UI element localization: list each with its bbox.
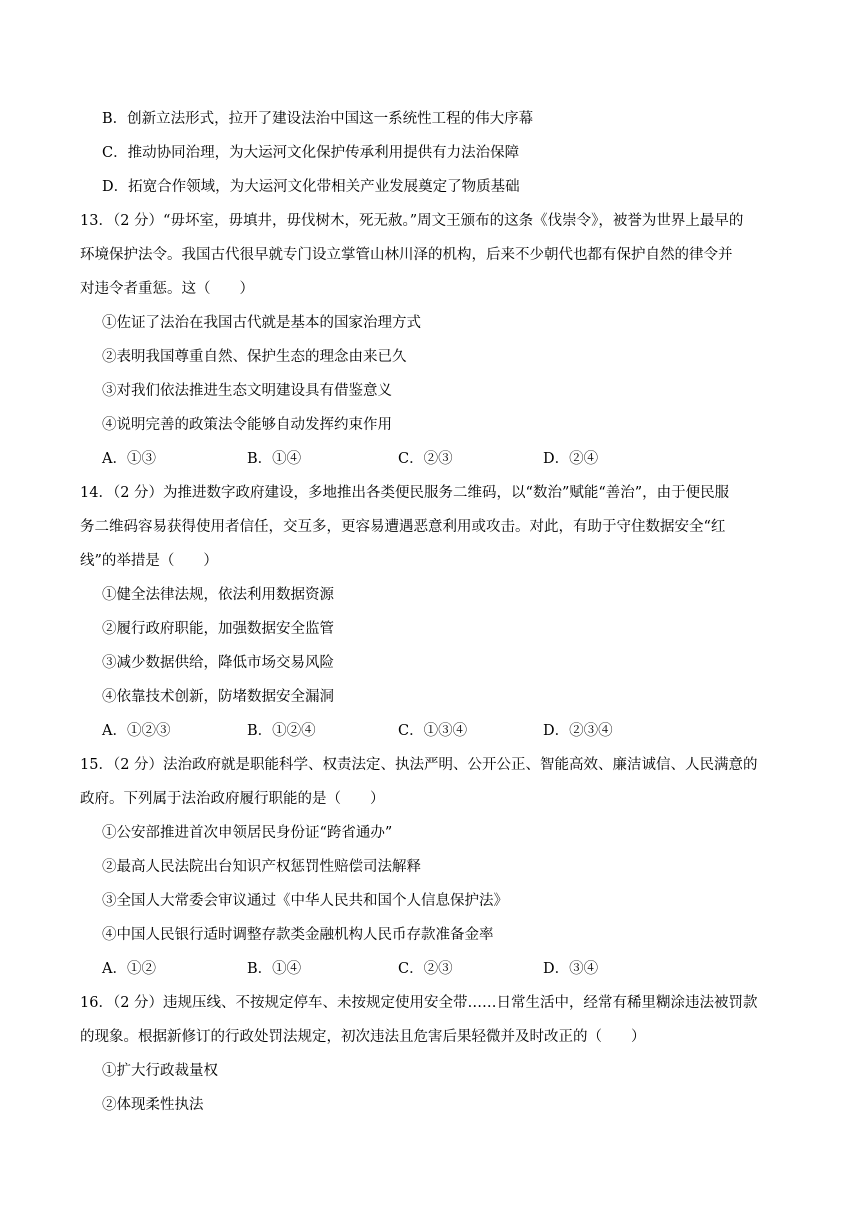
q15-statement-4: ④中国人民银行适时调整存款类金融机构人民币存款准备金率	[102, 927, 494, 943]
q14-stem-line-2: 务二维码容易获得使用者信任，交互多，更容易遭遇恶意利用或攻击。对此，有助于守住数据安全“红	[80, 519, 726, 535]
q15-stem-line-2: 政府。下列属于法治政府履行职能的是（ ）	[80, 791, 385, 807]
q15-option-a: A．①②	[102, 961, 156, 977]
q15-statement-2: ②最高人民法院出台知识产权惩罚性赔偿司法解释	[102, 859, 421, 875]
q14-option-d: D．②③④	[543, 723, 613, 739]
q13-stem-line-1: 13．（2 分）“毋坏室，毋填井，毋伐树木，死无赦。”周文王颁布的这条《伐崇令》，被誉为世界上最早的	[80, 213, 744, 229]
q13-option-a: A．①③	[102, 451, 156, 467]
q13-option-d: D．②④	[543, 451, 599, 467]
q14-option-c: C．①③④	[398, 723, 468, 739]
q15-option-b: B．①④	[247, 961, 302, 977]
q13-option-b: B．①④	[247, 451, 302, 467]
option-d-prev: D．拓宽合作领域，为大运河文化带相关产业发展奠定了物质基础	[102, 179, 520, 195]
q13-option-c: C．②③	[398, 451, 453, 467]
q13-stem-line-3: 对违令者重惩。这（ ）	[80, 281, 254, 297]
q15-statement-1: ①公安部推进首次申领居民身份证“跨省通办”	[102, 825, 393, 841]
q13-statement-2: ②表明我国尊重自然、保护生态的理念由来已久	[102, 349, 407, 365]
q16-stem-line-1: 16．（2 分）违规压线、不按规定停车、未按规定使用安全带……日常生活中，经常有稀里糊涂违法被罚款	[80, 995, 758, 1011]
q13-statement-3: ③对我们依法推进生态文明建设具有借鉴意义	[102, 383, 392, 399]
q14-stem-line-1: 14．（2 分）为推进数字政府建设，多地推出各类便民服务二维码，以“数治”赋能“善治”，由于便民服	[80, 485, 730, 501]
option-c-prev: C．推动协同治理，为大运河文化保护传承利用提供有力法治保障	[102, 145, 520, 161]
q15-statement-3: ③全国人大常委会审议通过《中华人民共和国个人信息保护法》	[102, 893, 508, 909]
q13-statement-1: ①佐证了法治在我国古代就是基本的国家治理方式	[102, 315, 421, 331]
option-b-prev: B．创新立法形式，拉开了建设法治中国这一系统性工程的伟大序幕	[102, 111, 534, 127]
q14-option-b: B．①②④	[247, 723, 316, 739]
q14-stem-line-3: 线”的举措是（ ）	[80, 553, 218, 569]
q13-stem-line-2: 环境保护法令。我国古代很早就专门设立掌管山林川泽的机构，后来不少朝代也都有保护自然的律令并	[80, 247, 733, 263]
q16-statement-2: ②体现柔性执法	[102, 1097, 204, 1113]
q16-statement-1: ①扩大行政裁量权	[102, 1063, 218, 1079]
q13-statement-4: ④说明完善的政策法令能够自动发挥约束作用	[102, 417, 392, 433]
q14-statement-3: ③减少数据供给，降低市场交易风险	[102, 655, 334, 671]
q14-statement-1: ①健全法律法规，依法利用数据资源	[102, 587, 334, 603]
q15-option-d: D．③④	[543, 961, 599, 977]
q15-stem-line-1: 15．（2 分）法治政府就是职能科学、权责法定、执法严明、公开公正、智能高效、廉洁诚信、人民满意的	[80, 757, 758, 773]
q16-stem-line-2: 的现象。根据新修订的行政处罚法规定，初次违法且危害后果轻微并及时改正的（ ）	[80, 1029, 646, 1045]
q14-option-a: A．①②③	[102, 723, 171, 739]
q14-statement-2: ②履行政府职能，加强数据安全监管	[102, 621, 334, 637]
q14-statement-4: ④依靠技术创新，防堵数据安全漏洞	[102, 689, 334, 705]
q15-option-c: C．②③	[398, 961, 453, 977]
